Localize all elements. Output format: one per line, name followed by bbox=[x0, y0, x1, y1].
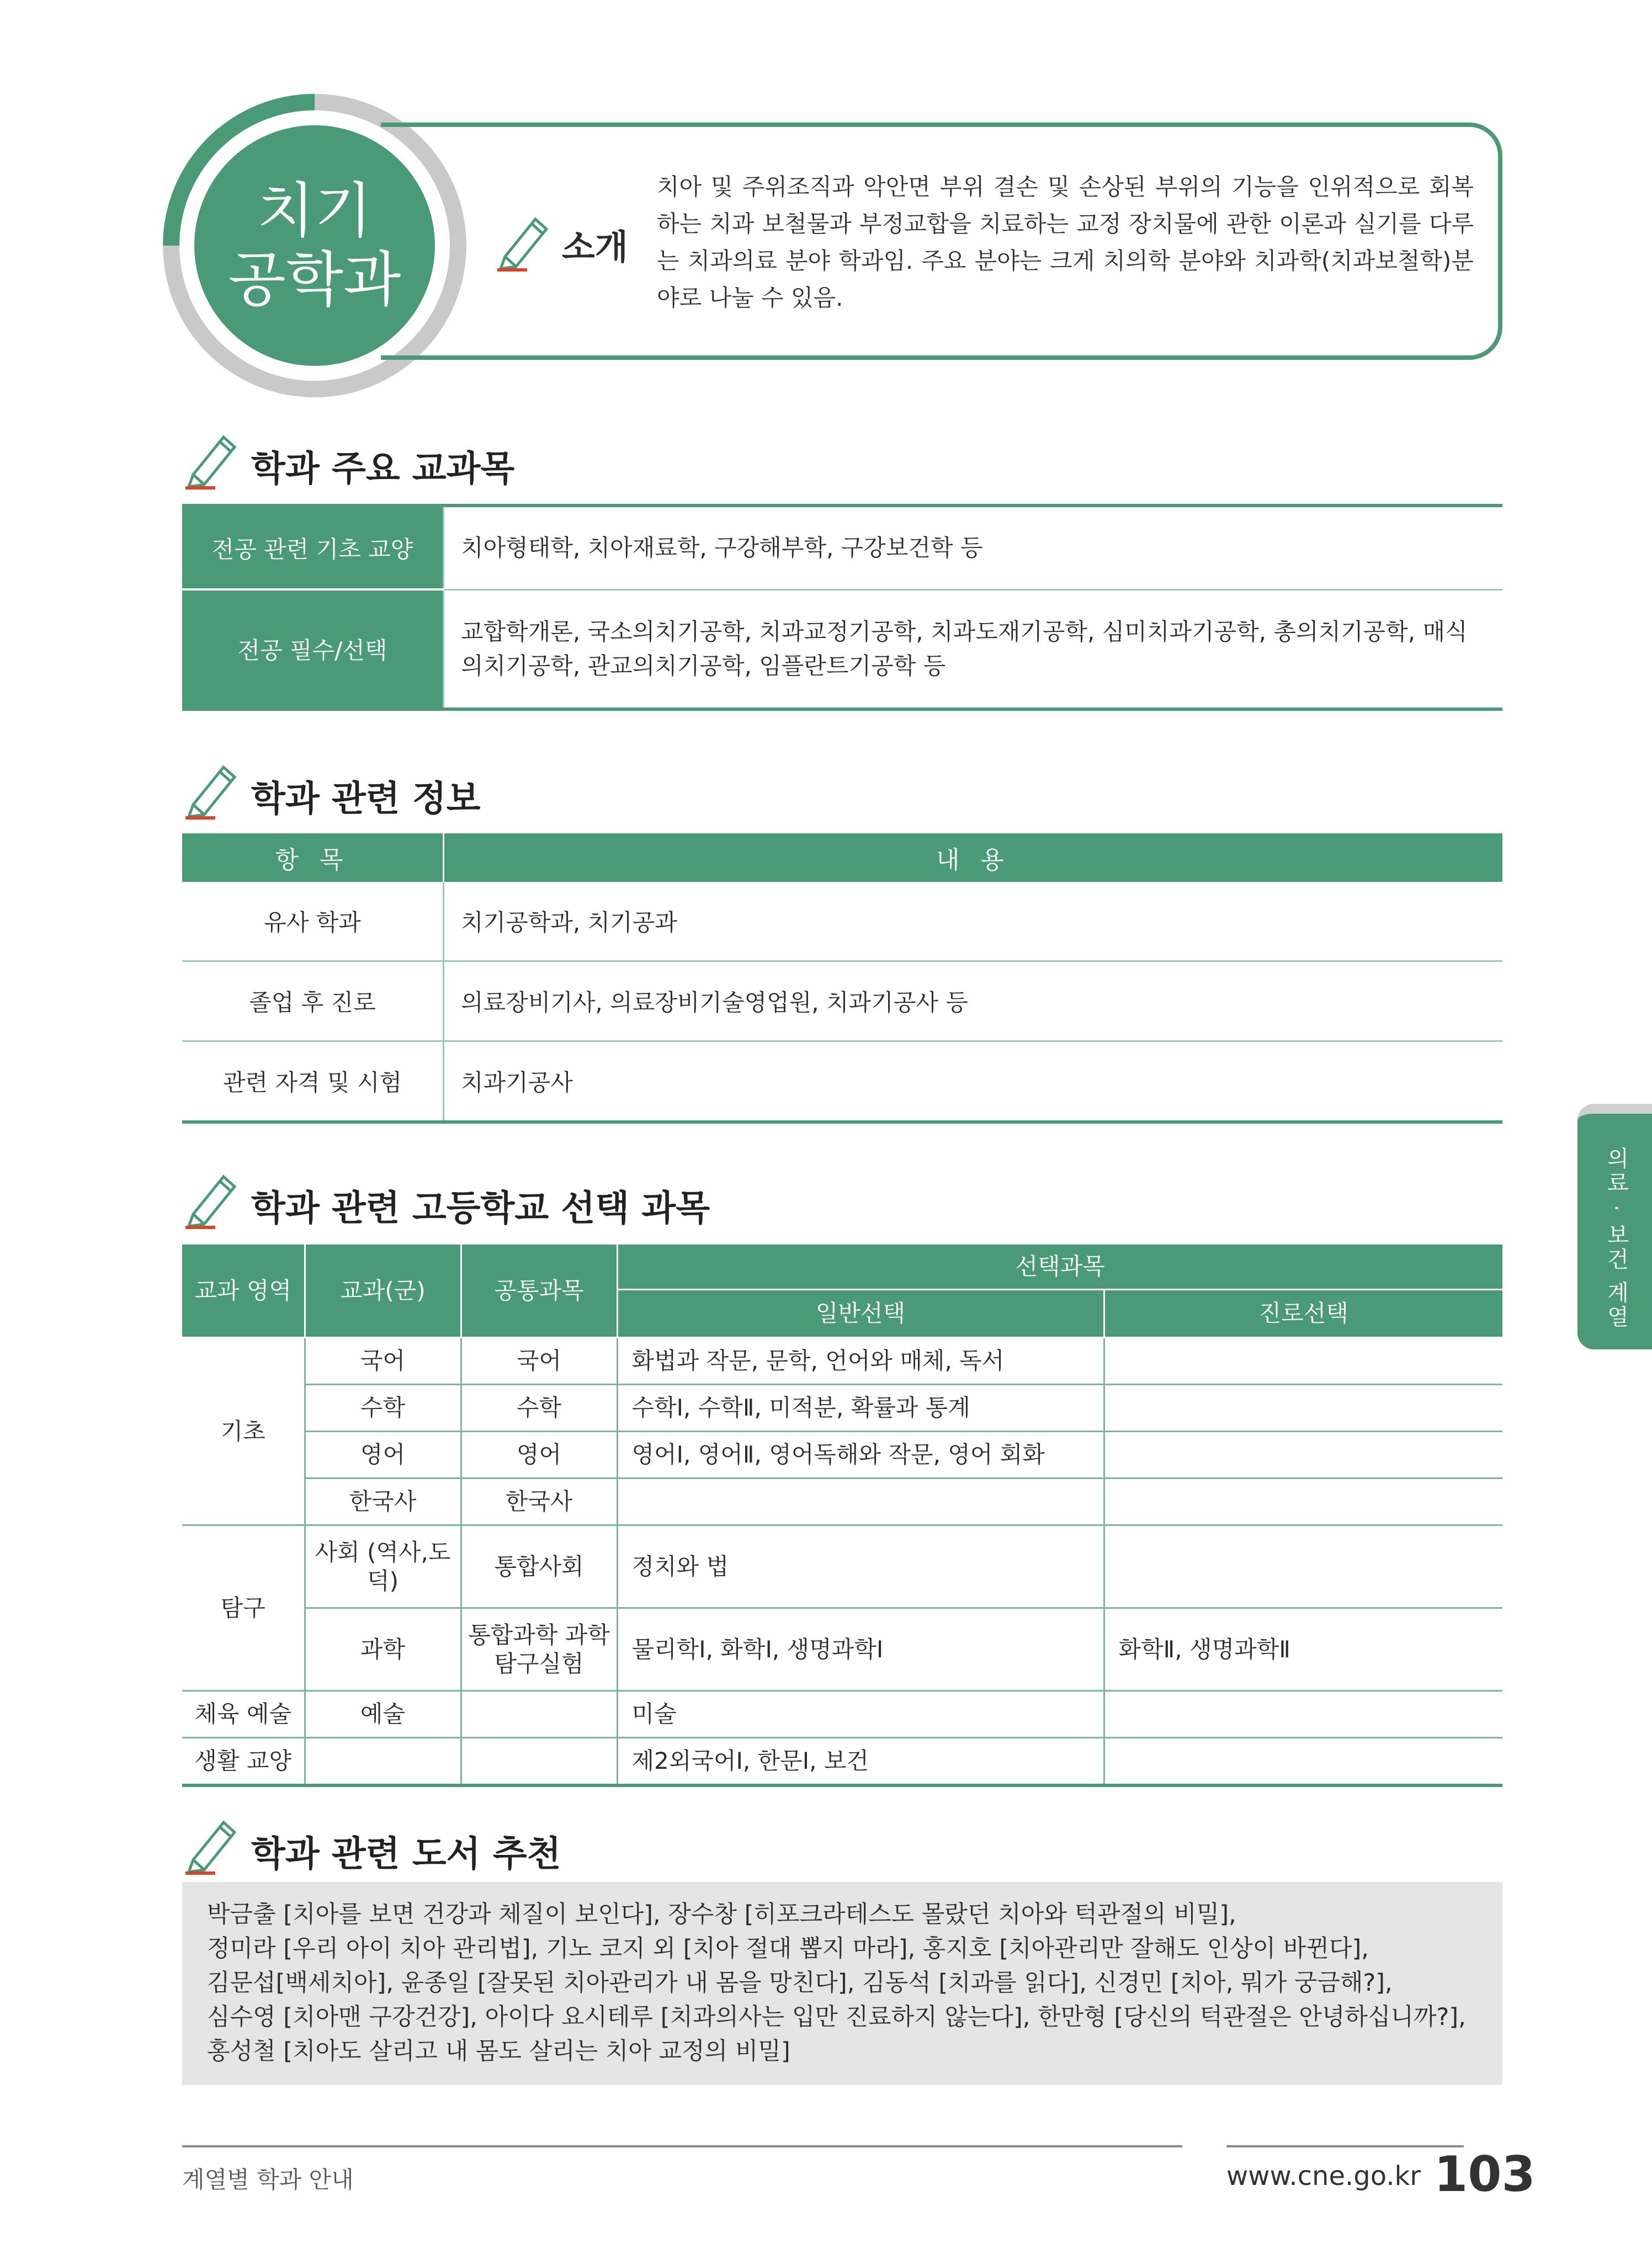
book-line: 박금출 [치아를 보면 건강과 체질이 보인다], 장수창 [히포크라테스도 몰랐던 치아와 턱관절의 비밀], bbox=[207, 1901, 1236, 1928]
footer-url[interactable]: www.cne.go.kr bbox=[1226, 2161, 1421, 2192]
section-title: 학과 주요 교과목 bbox=[251, 449, 515, 490]
career-cell: 화학Ⅱ, 생명과학Ⅱ bbox=[1104, 1608, 1502, 1691]
column-header: 항 목 bbox=[182, 833, 444, 882]
row-label: 전공 관련 기초 교양 bbox=[182, 506, 444, 589]
book-list bbox=[182, 1882, 1502, 2085]
row-value: 교합학개론, 국소의치기공학, 치과교정기공학, 치과도재기공학, 심미치과기공학, 총의치기공학, 매식의치기공학, 관교의치기공학, 임플란트기공학 등 bbox=[444, 589, 1503, 709]
table-row bbox=[182, 589, 1502, 709]
table-row bbox=[182, 1525, 1502, 1608]
intro-label: 소개 bbox=[562, 227, 628, 267]
table-header-row bbox=[182, 833, 1502, 882]
column-header-career: 진로선택 bbox=[1104, 1290, 1502, 1338]
book-line: 김문섭[백세치아], 윤종일 [잘못된 치아관리가 내 몸을 망친다], 김동석 [치과를 읽다], 신경민 [치아, 뭐가 궁금해?], bbox=[207, 1969, 1393, 1997]
general-cell: 물리학Ⅰ, 화학Ⅰ, 생명과학Ⅰ bbox=[617, 1608, 1104, 1691]
general-cell: 영어Ⅰ, 영어Ⅱ, 영어독해와 작문, 영어 회화 bbox=[617, 1432, 1104, 1479]
row-value: 의료장비기사, 의료장비기술영업원, 치과기공사 등 bbox=[444, 961, 1503, 1041]
general-cell: 미술 bbox=[617, 1691, 1104, 1738]
column-header-elective: 선택과목 bbox=[617, 1244, 1502, 1290]
side-tab-label: 의료 · 보건 계열 bbox=[1603, 1147, 1629, 1330]
table-row bbox=[182, 882, 1502, 961]
table-header-row bbox=[182, 1244, 1502, 1290]
row-label: 유사 학과 bbox=[182, 882, 444, 961]
book-line: 홍성철 [치아도 살리고 내 몸도 살리는 치아 교정의 비밀] bbox=[207, 2038, 790, 2065]
table-row bbox=[182, 1608, 1502, 1691]
general-cell bbox=[617, 1479, 1104, 1525]
common-cell: 영어 bbox=[461, 1432, 617, 1479]
general-cell: 수학Ⅰ, 수학Ⅱ, 미적분, 확률과 통계 bbox=[617, 1385, 1104, 1432]
career-cell bbox=[1104, 1691, 1502, 1738]
subject-cell: 사회 (역사,도덕) bbox=[305, 1525, 461, 1608]
table-row bbox=[182, 1738, 1502, 1786]
table-row bbox=[182, 961, 1502, 1041]
career-cell bbox=[1104, 1432, 1502, 1479]
dept-title-line1: 치기 bbox=[257, 177, 373, 246]
intro-text: 치아 및 주위조직과 악안면 부위 결손 및 손상된 부위의 기능을 인위적으로 회복하는 치과 보철물과 부정교합을 치료하는 교정 장치물에 관한 이론과 실기를 다루는 치과의료 분야 학과임. 주요 분야는 크게 치의학 분야와 치과학(치과보철학)분야로 나눌 수 있음. bbox=[657, 173, 1474, 311]
row-value: 치기공학과, 치기공과 bbox=[444, 882, 1503, 961]
pencil-icon bbox=[182, 1816, 243, 1879]
common-cell: 수학 bbox=[461, 1385, 617, 1432]
hs-subjects-table bbox=[182, 1243, 1502, 1787]
subject-cell bbox=[305, 1738, 461, 1786]
group-cell: 기초 bbox=[182, 1338, 305, 1525]
group-cell: 생활 교양 bbox=[182, 1738, 305, 1786]
subject-cell: 예술 bbox=[305, 1691, 461, 1738]
category-side-tab[interactable] bbox=[1577, 1104, 1652, 1349]
common-cell: 통합과학 과학탐구실험 bbox=[461, 1608, 617, 1691]
section-title: 학과 관련 정보 bbox=[251, 779, 481, 820]
table-row bbox=[182, 1385, 1502, 1432]
pencil-icon bbox=[494, 212, 555, 275]
common-cell: 통합사회 bbox=[461, 1525, 617, 1608]
section-heading-info bbox=[182, 761, 844, 821]
row-label: 관련 자격 및 시험 bbox=[182, 1041, 444, 1123]
column-header-subject-group: 교과(군) bbox=[305, 1244, 461, 1338]
section-heading-courses bbox=[182, 430, 844, 491]
column-header: 내 용 bbox=[444, 833, 1503, 882]
column-header-area: 교과 영역 bbox=[182, 1244, 305, 1338]
common-cell: 한국사 bbox=[461, 1479, 617, 1525]
row-label: 졸업 후 진로 bbox=[182, 961, 444, 1041]
general-cell: 화법과 작문, 문학, 언어와 매체, 독서 bbox=[617, 1338, 1104, 1385]
general-cell: 정치와 법 bbox=[617, 1525, 1104, 1608]
footer-divider bbox=[1226, 2145, 1464, 2147]
table-row bbox=[182, 506, 1502, 589]
book-line: 심수영 [치아맨 구강건강], 아이다 요시테루 [치과의사는 입만 진료하지 않는다], 한만형 [당신의 턱관절은 안녕하십니까?], bbox=[207, 2003, 1466, 2031]
footer-divider bbox=[182, 2145, 1182, 2147]
section-title: 학과 관련 고등학교 선택 과목 bbox=[251, 1188, 710, 1229]
pencil-icon bbox=[182, 761, 243, 823]
table-row bbox=[182, 1479, 1502, 1525]
footer-section-label: 계열별 학과 안내 bbox=[182, 2166, 354, 2193]
row-label: 전공 필수/선택 bbox=[182, 589, 444, 709]
career-cell bbox=[1104, 1385, 1502, 1432]
subject-cell: 국어 bbox=[305, 1338, 461, 1385]
column-header-general: 일반선택 bbox=[617, 1290, 1104, 1338]
subject-cell: 영어 bbox=[305, 1432, 461, 1479]
career-cell bbox=[1104, 1338, 1502, 1385]
career-cell bbox=[1104, 1525, 1502, 1608]
dept-title-line2: 공학과 bbox=[228, 246, 401, 315]
row-value: 치과기공사 bbox=[461, 1069, 573, 1096]
group-cell: 체육 예술 bbox=[182, 1691, 305, 1738]
book-line: 정미라 [우리 아이 치아 관리법], 기노 코지 외 [치아 절대 뽑지 마라], 홍지호 [치아관리만 잘해도 인상이 바뀐다], bbox=[207, 1935, 1369, 1963]
subject-cell: 과학 bbox=[305, 1608, 461, 1691]
common-cell bbox=[461, 1738, 617, 1786]
courses-table bbox=[182, 504, 1502, 711]
common-cell: 국어 bbox=[461, 1338, 617, 1385]
pencil-icon bbox=[182, 1170, 243, 1233]
section-heading-hs bbox=[182, 1170, 955, 1231]
page-number: 103 bbox=[1434, 2146, 1536, 2203]
subject-cell: 수학 bbox=[305, 1385, 461, 1432]
column-header-common: 공통과목 bbox=[461, 1244, 617, 1338]
career-cell bbox=[1104, 1479, 1502, 1525]
section-heading-books bbox=[182, 1816, 844, 1876]
career-cell bbox=[1104, 1738, 1502, 1786]
common-cell bbox=[461, 1691, 617, 1738]
row-value: 치아형태학, 치아재료학, 구강해부학, 구강보건학 등 bbox=[444, 506, 1503, 589]
subject-cell: 한국사 bbox=[305, 1479, 461, 1525]
info-table bbox=[182, 833, 1502, 1124]
table-row bbox=[182, 1691, 1502, 1738]
table-row bbox=[182, 1338, 1502, 1385]
table-row bbox=[182, 1041, 1502, 1123]
section-title: 학과 관련 도서 추천 bbox=[251, 1834, 561, 1875]
pencil-icon bbox=[182, 430, 243, 493]
group-cell: 탐구 bbox=[182, 1525, 305, 1691]
table-row bbox=[182, 1432, 1502, 1479]
general-cell: 제2외국어Ⅰ, 한문Ⅰ, 보건 bbox=[617, 1738, 1104, 1786]
